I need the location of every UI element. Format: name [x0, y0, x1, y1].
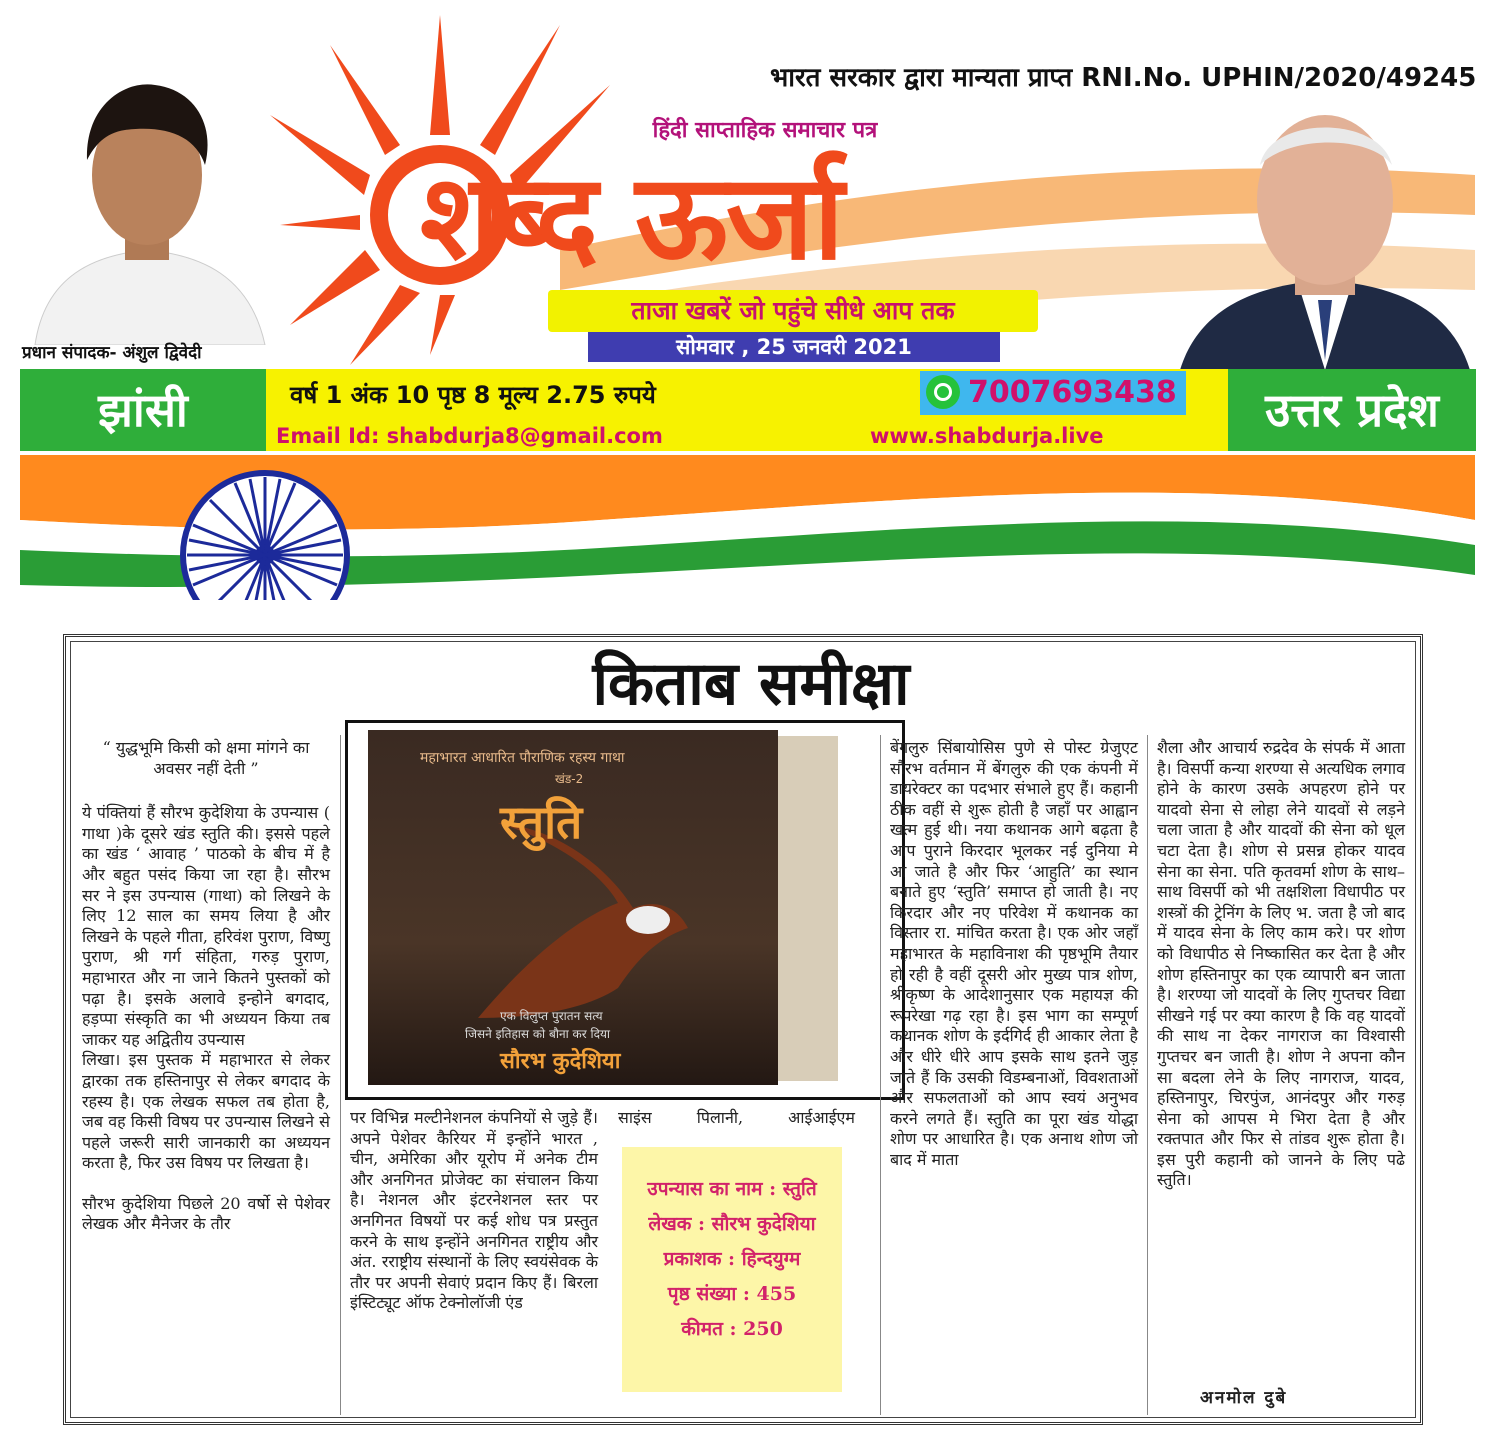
website-link[interactable]: www.shabdurja.live	[870, 424, 1104, 448]
leader-photo	[1180, 95, 1470, 370]
paragraph: बेंगलुरु सिंबायोसिस पुणे से पोस्ट ग्रेजुएट सौरभ वर्तमान में बेंगलुरु की एक कंपनी में डायरेक्टर का पदभार संभाले हुए हैं। कहानी ठीक वहीं से शुरू होती है जहाँ पर आह्वान खत्म हुई थी। नया कथानक आगे बढ़ता है आप पुराने किरदार भूलकर नई दुनिया मे आ जाते है और फिर ‘आहुति’ का स्थान बनाते हुए ‘स्तुति’ समाप्त हो जाती है। नए किरदार और नए परिवेश में कथानक का विस्तार रा. मांचित करता है। एक ओर जहाँ महाभारत के महाविनाश की पृष्ठभूमि तैयार हो रही है वहीं दूसरी ओर मुख्य पात्र शोण, श्रीकृष्ण के आदेशानुसार एक महायज्ञ की रूपरेखा गढ़ रहा है। इस भाग का सम्पूर्ण कथानक शोण के इर्दगिर्द ही आकार लेता है और धीरे धीरे आप इसके साथ इतने जुड़ जाते हैं कि उसकी विडम्बनाओं, विवशताओं और सफलताओं को आप स्वयं अनुभव करने लगते हैं। स्तुति का पूरा खंड योद्धा शोण पर आधारित है। एक अनाथ शोण जो बाद में माता	[890, 738, 1138, 1169]
masthead	[0, 0, 1502, 600]
email-link[interactable]: Email Id: shabdurja8@gmail.com	[276, 424, 663, 448]
weekly-label: हिंदी साप्ताहिक समाचार पत्र	[652, 118, 878, 143]
city-label: झांसी	[98, 383, 188, 437]
publisher-name: प्रकाशक : हिन्दयुग्म	[663, 1248, 801, 1270]
column-divider	[1147, 735, 1148, 1415]
paragraph: शैला और आचार्य रुद्रदेव के संपर्क में आता है। विसर्पी कन्या शरण्या से अत्यधिक लगाव होने के कारण उसके अपहरण होने पर यादवो सेना से लोहा लेने यादवों से लड़ने चला जाता है और यादवों की सेना को धूल चटा देता है। शोण से प्रसन्न होकर यादव सेना का सेना. पति कृतवर्मा शोण के साथ–साथ विसर्पी को भी तक्षशिला विधापीठ पर शस्त्रों की ट्रेनिंग के लिए भ. जता है जो बाद में यादव सेना के लिए काम करे। पर शोण को विधापीठ से निष्कासित कर देता है और शोण हस्तिनापुर का एक व्यापारी बन जाता है। शरण्या जो यादवों के लिए गुप्तचर विद्या सीखने गई पर क्या कारण है कि वह यादवों की साथ ना देकर नागराज का विश्वासी गुप्तचर बन जाती है। शोण ने अपना कौन सा बदला लेने के लिए नागराज, यादव, हस्तिनापुर, चिरपुंज, आनंदपुर और गरुड़ सेना को आपस मे भिरा देता है और रक्तपात और फिर से तांडव शुरू होता है। इस पुरी कहानी को जानने के लिए पढे स्तुति।	[1157, 738, 1405, 1190]
state-label: उत्तर प्रदेश	[1265, 383, 1439, 437]
tagline: ताजा खबरें जो पहुंचे सीधे आप तक	[548, 290, 1038, 332]
cover-subtitle-2: जिसने इतिहास को बौना कर दिया	[465, 1027, 611, 1041]
whatsapp-icon	[926, 375, 960, 409]
cover-series-line: महाभारत आधारित पौराणिक रहस्य गाथा	[420, 750, 625, 766]
whatsapp-number[interactable]	[920, 371, 1186, 415]
newspaper-title: शब्द ऊर्जा	[420, 147, 843, 286]
article-headline: किताब समीक्षा	[592, 649, 910, 719]
book-cover-image	[358, 728, 893, 1088]
issue-date: सोमवार , 25 जनवरी 2021	[588, 332, 1000, 362]
editor-photo	[25, 45, 270, 345]
book-details-box	[622, 1147, 842, 1392]
rni-number: RNI.No. UPHIN/2020/49245	[1081, 63, 1477, 93]
city-banner	[20, 369, 266, 451]
cover-title: स्तुति	[500, 795, 583, 849]
article-column-4	[890, 738, 1138, 1170]
column-divider	[340, 735, 341, 1415]
article-column-1	[82, 738, 330, 1235]
paragraph: पर विभिन्न मल्टीनेशनल कंपनियों से जुड़े हैं। अपने पेशेवर कैरियर में इन्होंने भारत , चीन, अमेरिका और यूरोप में अनेक टीम और अनगिनत प्रोजेक्ट का संचालन किया है। नेशनल और इंटरनेशनल स्तर पर अनगिनत विषयों पर कई शोध पत्र प्रस्तुत करने के साथ इन्होंने अनगिनत राष्ट्रीय और अंत. रराष्ट्रीय संस्थानों के लिए स्वयंसेवक के तौर पर अपनी सेवाएं प्रदान किए हैं। बिरला इंस्टिट्यूट ऑफ टेक्नोलॉजी एंड	[350, 1108, 598, 1313]
state-banner	[1228, 369, 1476, 451]
article-column-5	[1157, 738, 1405, 1191]
book-price: कीमत : 250	[681, 1318, 783, 1340]
issue-info: वर्ष 1 अंक 10 पृष्ठ 8 मूल्य 2.75 रुपये	[290, 381, 656, 409]
paragraph: ये पंक्तियां हैं सौरभ कुदेशिया के उपन्यास ( गाथा )के दूसरे खंड स्तुति की। इससे पहले का खंड ‘ आवाह ’ पाठको के बीच में है और बहुत पसंद किया जा रहा है। सौरभ सर ने इस उपन्यास (गाथा) को लिखने के लिए 12 साल का समय लिया है और लिखने के पहले गीता, हरिवंश पुराण, विष्णु पुराण, श्री गर्ग संहिता, गरुड़ पुराण, महाभारत और ना जाने कितने पुस्तकों को पढ़ा है। इसके अलावे इन्होने बगदाद, हड़प्पा संस्कृति का भी अध्ययन किया तब जाकर यह अद्वितीय उपन्यास	[82, 803, 330, 1049]
page-count: पृष्ठ संख्या : 455	[667, 1283, 797, 1305]
article-column-3	[618, 1108, 868, 1129]
recognition-line	[770, 58, 1490, 94]
opening-quote: “ युद्धभूमि किसी को क्षमा मांगने का अवसर नहीं देती ”	[102, 738, 310, 778]
cover-subtitle-1: एक विलुप्त पुरातन सत्य	[500, 1009, 603, 1023]
column-divider	[880, 735, 881, 1415]
paragraph: सौरभ कुदेशिया पिछले 20 वर्षो से पेशेवर लेखक और मैनेजर के तौर	[82, 1193, 330, 1234]
novel-name: उपन्यास का नाम : स्तुति	[647, 1178, 817, 1200]
author-name: लेखक : सौरभ कुदेशिया	[648, 1213, 816, 1235]
cover-author: सौरभ कुदेशिया	[500, 1048, 621, 1074]
recognition-text: भारत सरकार द्वारा मान्यता प्राप्त	[770, 63, 1073, 93]
article-column-2	[350, 1108, 598, 1314]
paragraph: लिखा। इस पुस्तक में महाभारत से लेकर द्वारका तक हस्तिनापुर से लेकर बगदाद के रहस्य है। एक लेखक सफल तब होता है, जब वह किसी विषय पर उपन्यास लिखने से पहले जरूरी सारी जानकारी का अध्ययन करता है, फिर उस विषय पर लिखता है।	[82, 1050, 330, 1173]
chief-editor: प्रधान संपादक- अंशुल द्विवेदी	[22, 343, 202, 363]
author-signature: अनमोल दुबे	[1200, 1388, 1288, 1408]
phone-number: 7007693438	[968, 375, 1177, 410]
paragraph: साइंस पिलानी, आईआईएम	[618, 1108, 855, 1127]
cover-volume: खंड-2	[555, 772, 584, 786]
